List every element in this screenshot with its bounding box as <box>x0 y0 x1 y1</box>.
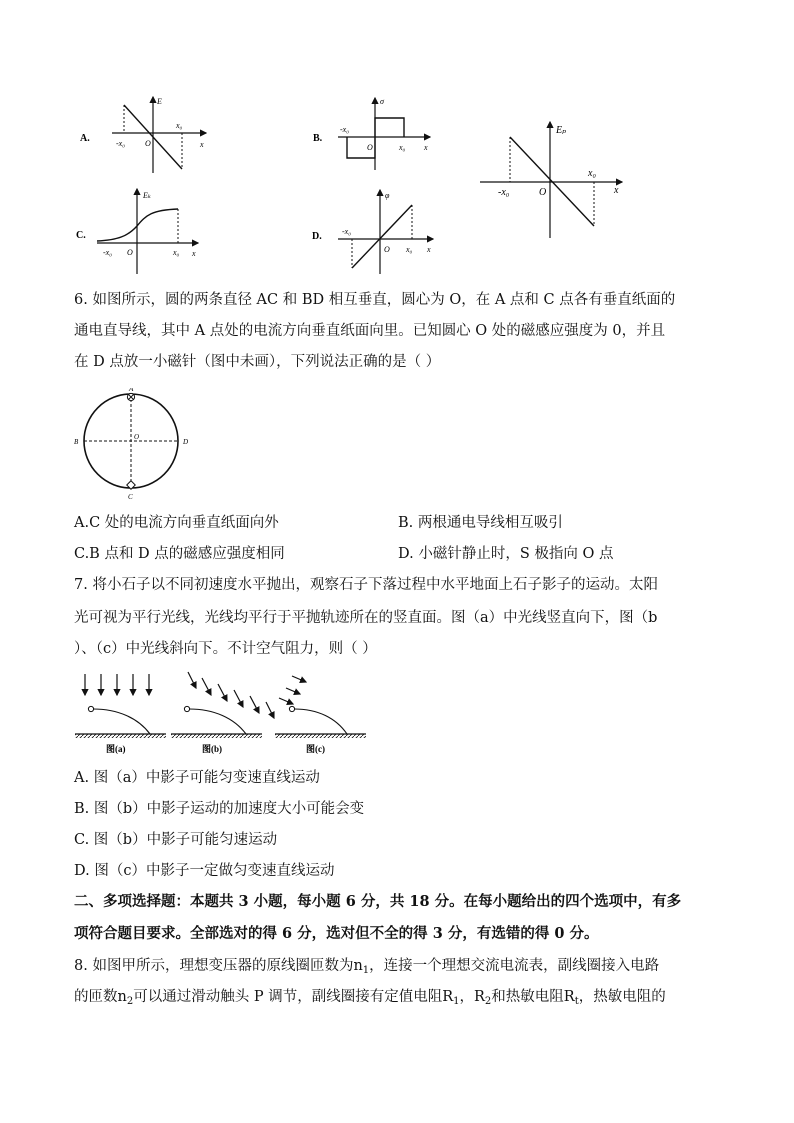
graph-ep-y-label: Eₚ <box>556 125 567 136</box>
graph-d-y-label: φ <box>385 191 390 200</box>
graph-b-origin: O <box>367 143 373 152</box>
q7-option-b: B. 图（b）中影子运动的加速度大小可能会变 <box>74 801 365 817</box>
q7-a-trajectory <box>93 709 150 734</box>
graph-d-option: D. <box>312 231 322 242</box>
q6-option-c: C.B 点和 D 点的磁感应强度相同 <box>74 546 285 562</box>
graph-c-neg-label: -x₀ <box>103 248 112 257</box>
graph-c-option: C. <box>76 230 86 241</box>
q7-b-stone <box>184 706 189 711</box>
q6-label-d: D <box>183 438 189 446</box>
q5-graphs <box>0 0 794 290</box>
q8-r1: R <box>442 989 454 1005</box>
q7-stem-line2: 光可视为平行光线，光线均平行于平抛轨迹所在的竖直面。图（a）中光线竖直向下，图（b <box>74 610 658 626</box>
q6-option-a: A.C 处的电流方向垂直纸面向外 <box>74 515 279 531</box>
q6-label-c: C <box>128 493 133 501</box>
q7-stem-line3: ）、（c）中光线斜向下。不计空气阻力，则（ ） <box>74 641 377 657</box>
graph-c-pos-label: x₀ <box>173 248 180 257</box>
q8-l2d: 和热敏电阻 <box>491 989 564 1005</box>
graph-ep-x-label: x <box>614 185 619 196</box>
q8-l2b: 可以通过滑动触头 P 调节，副线圈接有定值电阻 <box>133 989 443 1005</box>
graph-b-curve <box>347 118 404 158</box>
graph-b-y-label: σ <box>380 97 384 106</box>
q6-current-in-icon <box>127 393 134 400</box>
q8-l2a: 的匝数 <box>74 989 118 1005</box>
q8-rt: R <box>563 989 575 1005</box>
graph-b-x-label: x <box>424 143 428 152</box>
q7-b-trajectory <box>189 709 246 734</box>
q7-stem-line1: 7. 将小石子以不同初速度水平抛出，观察石子下落过程中水平地面上石子影子的运动。太阳 <box>74 577 658 593</box>
q7-a-ground-hatch <box>75 734 166 738</box>
graph-a-neg-label: -x₀ <box>116 139 125 148</box>
q8-n2-sub: 2 <box>126 996 134 1007</box>
q8-r1-sub: 1 <box>453 996 460 1007</box>
graph-a-y-label: E <box>157 97 162 106</box>
graph-ep-neg-label: -x₀ <box>498 187 510 198</box>
q6-stem-line3: 在 D 点放一小磁针（图中未画），下列说法正确的是（ ） <box>74 354 441 370</box>
graph-d-neg-label: -x₀ <box>342 227 351 236</box>
q8-r2: R <box>474 989 485 1005</box>
graph-d <box>312 190 433 274</box>
q7-option-a: A. 图（a）中影子可能匀变速直线运动 <box>74 770 320 786</box>
graph-a-origin: O <box>145 139 151 148</box>
q7-a-light-arrows <box>85 674 149 695</box>
q7-figure-b <box>171 672 274 754</box>
graph-b-pos-label: x₀ <box>399 143 406 152</box>
graph-ep-origin: O <box>539 187 547 198</box>
q7-figures <box>70 668 380 760</box>
graph-d-curve <box>352 205 412 268</box>
q6-label-b: B <box>74 438 79 446</box>
graph-c <box>76 189 198 274</box>
graph-b <box>313 97 430 170</box>
section2-heading-line1: 二、多项选择题：本题共 3 小题，每小题 6 分，共 18 分。在每小题给出的四个选项中，有多 <box>74 893 682 910</box>
graph-d-x-label: x <box>427 245 431 254</box>
q8-l2c: ， <box>459 989 474 1005</box>
q8-stem-line2 <box>74 987 666 1012</box>
q7-figure-c <box>275 676 366 754</box>
q8-r2-sub: 2 <box>484 996 492 1007</box>
graph-ep-pos-label: x₀ <box>588 168 596 179</box>
graph-c-y-label: Eₖ <box>143 191 151 200</box>
q7-b-ground-hatch <box>171 734 262 738</box>
q7-option-d: D. 图（c）中影子一定做匀变速直线运动 <box>74 863 335 879</box>
q6-label-o: O <box>134 433 140 441</box>
section2-heading-line2: 项符合题目要求。全部选对的得 6 分，选对但不全的得 3 分，有选错的得 0 分。 <box>74 925 599 942</box>
q8-stem-line1 <box>74 956 659 981</box>
q7-b-caption: 图(b) <box>202 744 222 754</box>
q8-l2e: ，热敏电阻的 <box>578 989 666 1005</box>
q7-b-light-arrows <box>188 672 274 718</box>
q8-n1-sub: 1 <box>362 965 370 976</box>
graph-a-option: A. <box>80 133 90 144</box>
graph-c-x-label: x <box>192 249 196 258</box>
graph-d-origin: O <box>384 245 390 254</box>
q6-stem-line2: 通电直导线，其中 A 点处的电流方向垂直纸面向里。已知圆心 O 处的磁感应强度为 0，并且 <box>74 323 666 339</box>
graph-b-option: B. <box>313 133 323 144</box>
graph-c-origin: O <box>127 248 133 257</box>
q8-l1b: ，连接一个理想交流电流表，副线圈接入电路 <box>369 958 660 974</box>
q7-figure-a <box>75 674 166 754</box>
q8-n1: n <box>353 958 363 974</box>
q6-option-d: D. 小磁针静止时，S 极指向 O 点 <box>398 546 614 562</box>
q8-n2: n <box>117 989 127 1005</box>
q6-stem-line1: 6. 如图所示，圆的两条直径 AC 和 BD 相互垂直，圆心为 O，在 A 点和 C 点各有垂直纸面的 <box>74 292 676 308</box>
q7-a-caption: 图(a) <box>106 744 126 754</box>
q7-option-c: C. 图（b）中影子可能匀速运动 <box>74 832 278 848</box>
graph-a-pos-label: x₀ <box>176 121 183 130</box>
q7-c-stone <box>289 706 294 711</box>
q7-a-stone <box>88 706 93 711</box>
graph-ep <box>480 122 622 238</box>
graph-a-x-label: x <box>200 140 204 149</box>
q7-c-trajectory <box>294 709 347 734</box>
q8-l1a: 8. 如图甲所示，理想变压器的原线圈匝数为 <box>74 958 354 974</box>
q8-rt-sub: t <box>574 996 579 1007</box>
q6-label-a: A <box>129 388 134 393</box>
q7-c-caption: 图(c) <box>306 744 325 754</box>
q7-c-light-arrows <box>279 676 306 704</box>
graph-d-pos-label: x₀ <box>406 245 413 254</box>
q6-option-b: B. 两根通电导线相互吸引 <box>398 515 563 531</box>
q7-c-ground-hatch <box>275 734 366 738</box>
q6-circle-figure <box>70 388 200 510</box>
graph-b-neg-label: -x₀ <box>340 125 349 134</box>
graph-a <box>80 97 206 173</box>
